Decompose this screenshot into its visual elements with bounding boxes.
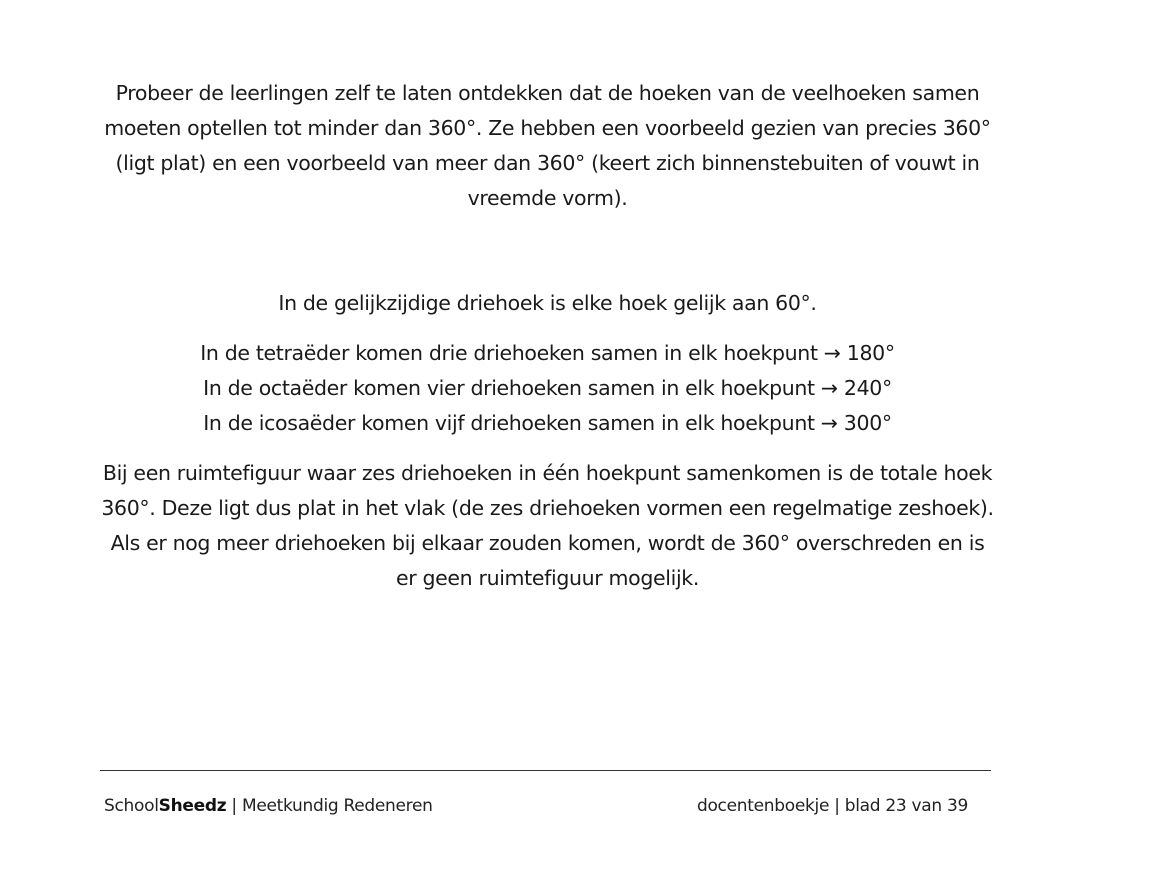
footer-separator: | — [226, 796, 242, 816]
brand-regular: School — [104, 796, 159, 816]
footer-brand — [104, 796, 433, 816]
solid-line-icosahedron: In de icosaëder komen vijf driehoeken samen in elk hoekpunt → 300° — [203, 411, 892, 435]
solid-line-octahedron: In de octaëder komen vier driehoeken samen in elk hoekpunt → 240° — [203, 376, 892, 400]
footer-divider — [100, 770, 991, 771]
conclusion-paragraph: Bij een ruimtefiguur waar zes driehoeken in één hoekpunt samenkomen is de totale hoek 360°. Deze ligt dus plat in het vlak (de zes driehoeken vormen een regelmatige zeshoek). Als er nog meer driehoeken bij elkaar zouden komen, wordt de 360° overschreden en is er geen ruimtefiguur mogelijk. — [101, 461, 994, 590]
course-title: Meetkundig Redeneren — [241, 796, 433, 816]
brand-bold: Sheedz — [158, 796, 227, 816]
intro-paragraph: Probeer de leerlingen zelf te laten ontdekken dat de hoeken van de veelhoeken samen moeten optellen tot minder dan 360°. Ze hebben een voorbeeld gezien van precies 360° (ligt plat) en een voorbeeld van meer dan 360° (keert zich binnenstebuiten of vouwt in vreemde vorm). — [104, 81, 991, 210]
equilateral-statement: In de gelijkzijdige driehoek is elke hoek gelijk aan 60°. — [278, 291, 817, 315]
solids-list — [100, 336, 995, 441]
solid-line-tetrahedron: In de tetraëder komen drie driehoeken samen in elk hoekpunt → 180° — [200, 341, 895, 365]
page-content — [100, 76, 995, 596]
footer-page-info: docentenboekje | blad 23 van 39 — [696, 796, 968, 816]
